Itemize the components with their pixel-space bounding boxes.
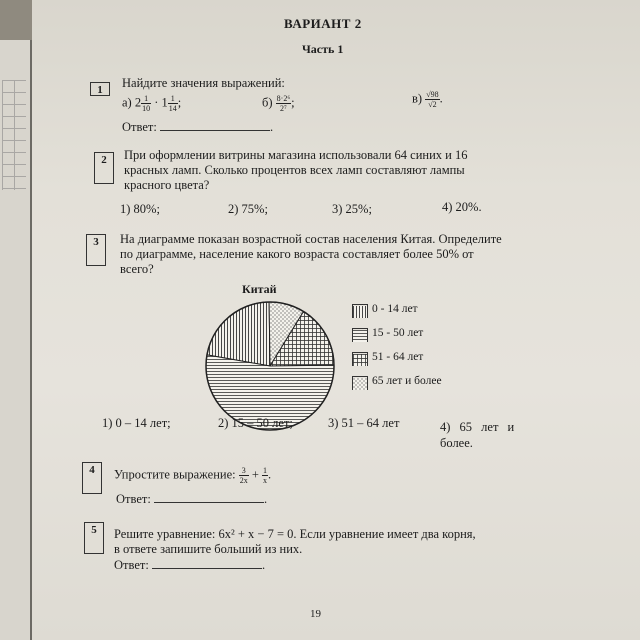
q1-answer-field[interactable] bbox=[160, 120, 270, 131]
legend-label-1: 0 - 14 лет bbox=[372, 303, 418, 315]
legend-swatch-3 bbox=[352, 352, 368, 366]
q1-frac-b: $\frac{\text{8·2⁶}}{\text{2⁷}}$ bbox=[276, 94, 291, 113]
q3-line-3: всего? bbox=[120, 262, 154, 276]
q1-part-a: а) 2 $\frac{1}{10}$ · 1 $\frac{1}{14}$ ; bbox=[122, 94, 182, 113]
q5-answer-field[interactable] bbox=[152, 558, 262, 569]
q3-option-4[interactable]: 4) 65 лет и bbox=[440, 420, 515, 434]
q4-number-box: 4 bbox=[82, 462, 102, 494]
legend-label-2: 15 - 50 лет bbox=[372, 327, 424, 339]
q2-line-1: При оформлении витрины магазина использовали 64 синих и 16 bbox=[124, 148, 468, 162]
q2-option-1[interactable]: 1) 80%; bbox=[120, 202, 160, 216]
left-page-edge bbox=[0, 40, 32, 640]
legend-label-3: 51 - 64 лет bbox=[372, 351, 424, 363]
q5-line-1: Решите уравнение: 6x² + x − 7 = 0. Если уравнение имеет два корня, bbox=[114, 527, 476, 541]
chart-title: Китай bbox=[242, 282, 277, 296]
legend-label-4: 65 лет и более bbox=[372, 375, 442, 387]
q1-part-c: в) $\frac{√98}{√2}$ . bbox=[412, 90, 443, 109]
q3-option-2[interactable]: 2) 15 – 50 лет; bbox=[218, 416, 293, 430]
q1-prompt: Найдите значения выражений: bbox=[122, 76, 285, 90]
legend-swatch-1 bbox=[352, 304, 368, 318]
q2-option-2[interactable]: 2) 75%; bbox=[228, 202, 268, 216]
q3-line-1: На диаграмме показан возрастной состав населения Китая. Определите bbox=[120, 232, 502, 246]
legend-swatch-2 bbox=[352, 328, 368, 342]
q3-number-box: 3 bbox=[86, 234, 106, 266]
q1-frac-2: $\frac{1}{14}$ bbox=[168, 94, 177, 113]
q4-prompt: Упростите выражение: $\frac{3}{2x}$ + $\frac{1}{x}$ . bbox=[114, 466, 272, 485]
q3-option-3[interactable]: 3) 51 – 64 лет bbox=[328, 416, 400, 430]
q4-frac-1: $\frac{3}{2x}$ bbox=[239, 466, 248, 485]
page-number: 19 bbox=[310, 608, 321, 620]
q1-answer: Ответ: . bbox=[122, 120, 274, 134]
q2-option-4[interactable]: 4) 20%. bbox=[442, 200, 482, 214]
q1-frac-c: $\frac{√98}{√2}$ bbox=[426, 90, 439, 109]
q4-answer-field[interactable] bbox=[154, 492, 264, 503]
q3-line-2: по диаграмме, население какого возраста составляет более 50% от bbox=[120, 247, 474, 261]
q2-option-3[interactable]: 3) 25%; bbox=[332, 202, 372, 216]
q5-number-box: 5 bbox=[84, 522, 104, 554]
q1-part-b: б) $\frac{\text{8·2⁶}}{\text{2⁷}}$ ; bbox=[262, 94, 295, 113]
q1-number-box: 1 bbox=[90, 82, 110, 96]
legend-swatch-4 bbox=[352, 376, 368, 390]
part-title: Часть 1 bbox=[302, 42, 344, 56]
q5-answer: Ответ: . bbox=[114, 558, 266, 572]
pie-chart bbox=[200, 296, 340, 436]
q5-line-2: в ответе запишите больший из них. bbox=[114, 542, 303, 556]
q3-option-1[interactable]: 1) 0 – 14 лет; bbox=[102, 416, 171, 430]
grid-paper bbox=[2, 80, 26, 190]
worksheet-page bbox=[32, 0, 640, 640]
variant-title: ВАРИАНТ 2 bbox=[284, 16, 362, 31]
q4-frac-2: $\frac{1}{x}$ bbox=[263, 466, 268, 485]
q1-frac-1: $\frac{1}{10}$ bbox=[142, 94, 151, 113]
q2-line-2: красных ламп. Сколько процентов всех ламп составляют лампы bbox=[124, 163, 465, 177]
q4-answer: Ответ: . bbox=[116, 492, 268, 506]
q3-option-4-cont: более. bbox=[440, 436, 473, 450]
q2-line-3: красного цвета? bbox=[124, 178, 210, 192]
q2-number-box: 2 bbox=[94, 152, 114, 184]
